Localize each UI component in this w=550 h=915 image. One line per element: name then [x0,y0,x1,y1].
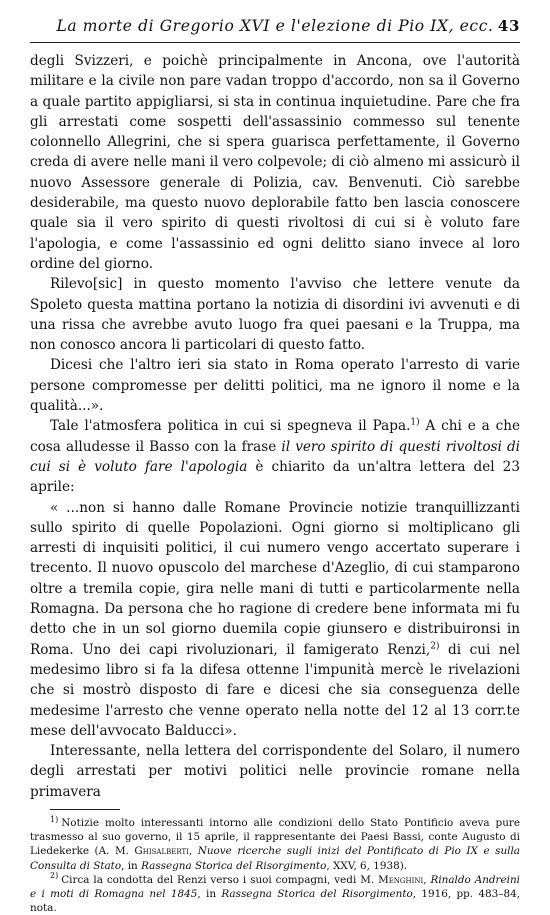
footnote-ref-1[interactable]: 1) [410,417,420,428]
paragraph-1: degli Svizzeri, e poichè principalmente in Ancona, ove l'autorità militare e la civile non pare vadan troppo d'accordo, non sa il Governo a quale partito appigliarsi, si sta in continua inquietudine. Pare che fra gli arrestati come sospetti dell'assassinio commesso sul tenente colonnello Allegrini, che si spera guarisca perfettamente, il Governo creda di avere nelle mani il vero colpevole; di ciò almeno mi assicurò il nuovo Assessore generale di Polizia, cav. Benvenuti. Ciò sarebbe desiderabile, ma questo nuovo deplorabile fatto ben lascia conoscere quale sia il vero spirito di questi rivoltosi di cui si è voluto fare l'apologia, e come l'assassinio ed ogni delitto siano invece al loro ordine del giorno. [30,53,520,272]
paragraph-2: Rilevo[sic] in questo momento l'avviso che lettere venute da Spoleto questa mattina portano la notizia di disordini ivi avvenuti e di una rissa che avrebbe avuto luogo fra quei paesani e la Truppa, ma non conosco ancora li particolari di questo fatto. [30,276,520,354]
footnote-2-mark: 2) [50,871,59,881]
running-head [30,14,520,38]
book-page [30,14,520,915]
footnote-2-author: Menghini [378,873,424,886]
paragraph-3: Dicesi che l'altro ieri sia stato in Roma operato l'arresto di varie persone compromesse per delitti politici, ma ne ignoro il nome e la qualità...». [30,357,520,415]
footnote-2-text-d: , 1916, pp. 483–84, nota. [30,888,520,915]
paragraph-5-part-a: « ...non si hanno dalle Romane Provincie notizie tranquillizzanti sullo spirito di quelle Popolazioni. Ogni giorno si moltiplicano gli arresti di inquisiti politici, il cui numero vengo accertato superare i trecento. Il nuovo opuscolo del marchese d'Azeglio, di cui stamparono oltre a tremila copie, gira nelle mani di tutti e particolarmente nella Romagna. Da persona che ho ragione di credere bene informata mi fu detto che in un sol giorno duemila copie giunsero e distribuironsi in Roma. Uno dei capi rivoluzionari, il famigerato Renzi, [30,499,520,658]
paragraph-4-part-b: A chi e a che cosa alludesse il Basso con la frase [30,418,520,455]
footnote-2-journal: Rassegna Storica del Risorgimento [221,888,413,900]
header-rule [30,42,520,43]
footnote-1-text-b: , [188,845,198,858]
footnote-ref-2[interactable]: 2) [430,641,440,652]
footnote-rule [50,809,120,810]
footnote-1 [30,816,520,873]
footnote-1-mark: 1) [50,814,59,824]
running-title: La morte di Gregorio XVI e l'elezione di Pio IX, ecc. [56,17,494,35]
footnote-2-title: Rinaldo Andreini e i moti di Romagna nel 1845 [30,873,520,900]
paragraph-4-quote: il vero spirito di questi rivoltosi di cui si è voluto fare l'apologia [30,438,520,475]
page-number: 43 [497,17,520,35]
paragraph-5-part-b: di cui nel medesimo libro si fa la difesa ottenne l'impunità mercè le rivelazioni che si mostrò disposto di fare e dicesi che sia conseguenza delle medesime l'arresto che venne operato nella notte del 12 al 13 corr.te mese dell'avvocato Balducci». [30,641,520,739]
footnote-1-text-c: , in [121,859,142,872]
footnote-2-text-a: Circa la condotta del Renzi verso i suoi compagni, vedi M. [61,873,379,886]
footnote-2 [30,873,520,915]
footnote-1-journal: Rassegna Storica del Risorgimento [141,859,327,872]
footnotes [30,816,520,915]
footnote-1-text-d: , XXV, 6, 1938). [326,859,408,872]
footnote-1-title: Nuove ricerche sugli inizi del Pontificato di Pio IX e sulla Consulta di Stato [30,845,520,872]
footnote-1-text-a: Notizie molto interessanti intorno alle condizioni dello Stato Pontificio aveva pure trasmesso al suo governo, il 15 aprile, il rappresentante dei Paesi Bassi, conte Augusto di Liedekerke (A. M. [30,816,520,858]
footnote-2-text-b: , [423,873,431,886]
paragraph-6: Interessante, nella lettera del corrispondente del Solaro, il numero degli arrestati per motivi politici nelle provincie romane nella primavera [30,743,520,800]
paragraph-4-part-c: è chiarito da un'altra lettera del 23 aprile: [30,458,520,496]
body-text [30,51,520,802]
footnote-1-author: Ghisalberti [134,845,189,858]
paragraph-4 [30,416,520,497]
paragraph-4-part-a: Tale l'atmosfera politica in cui si spegneva il Papa. [50,418,411,435]
footnote-2-text-c: , in [197,888,222,900]
paragraph-5-quotation [30,498,520,742]
